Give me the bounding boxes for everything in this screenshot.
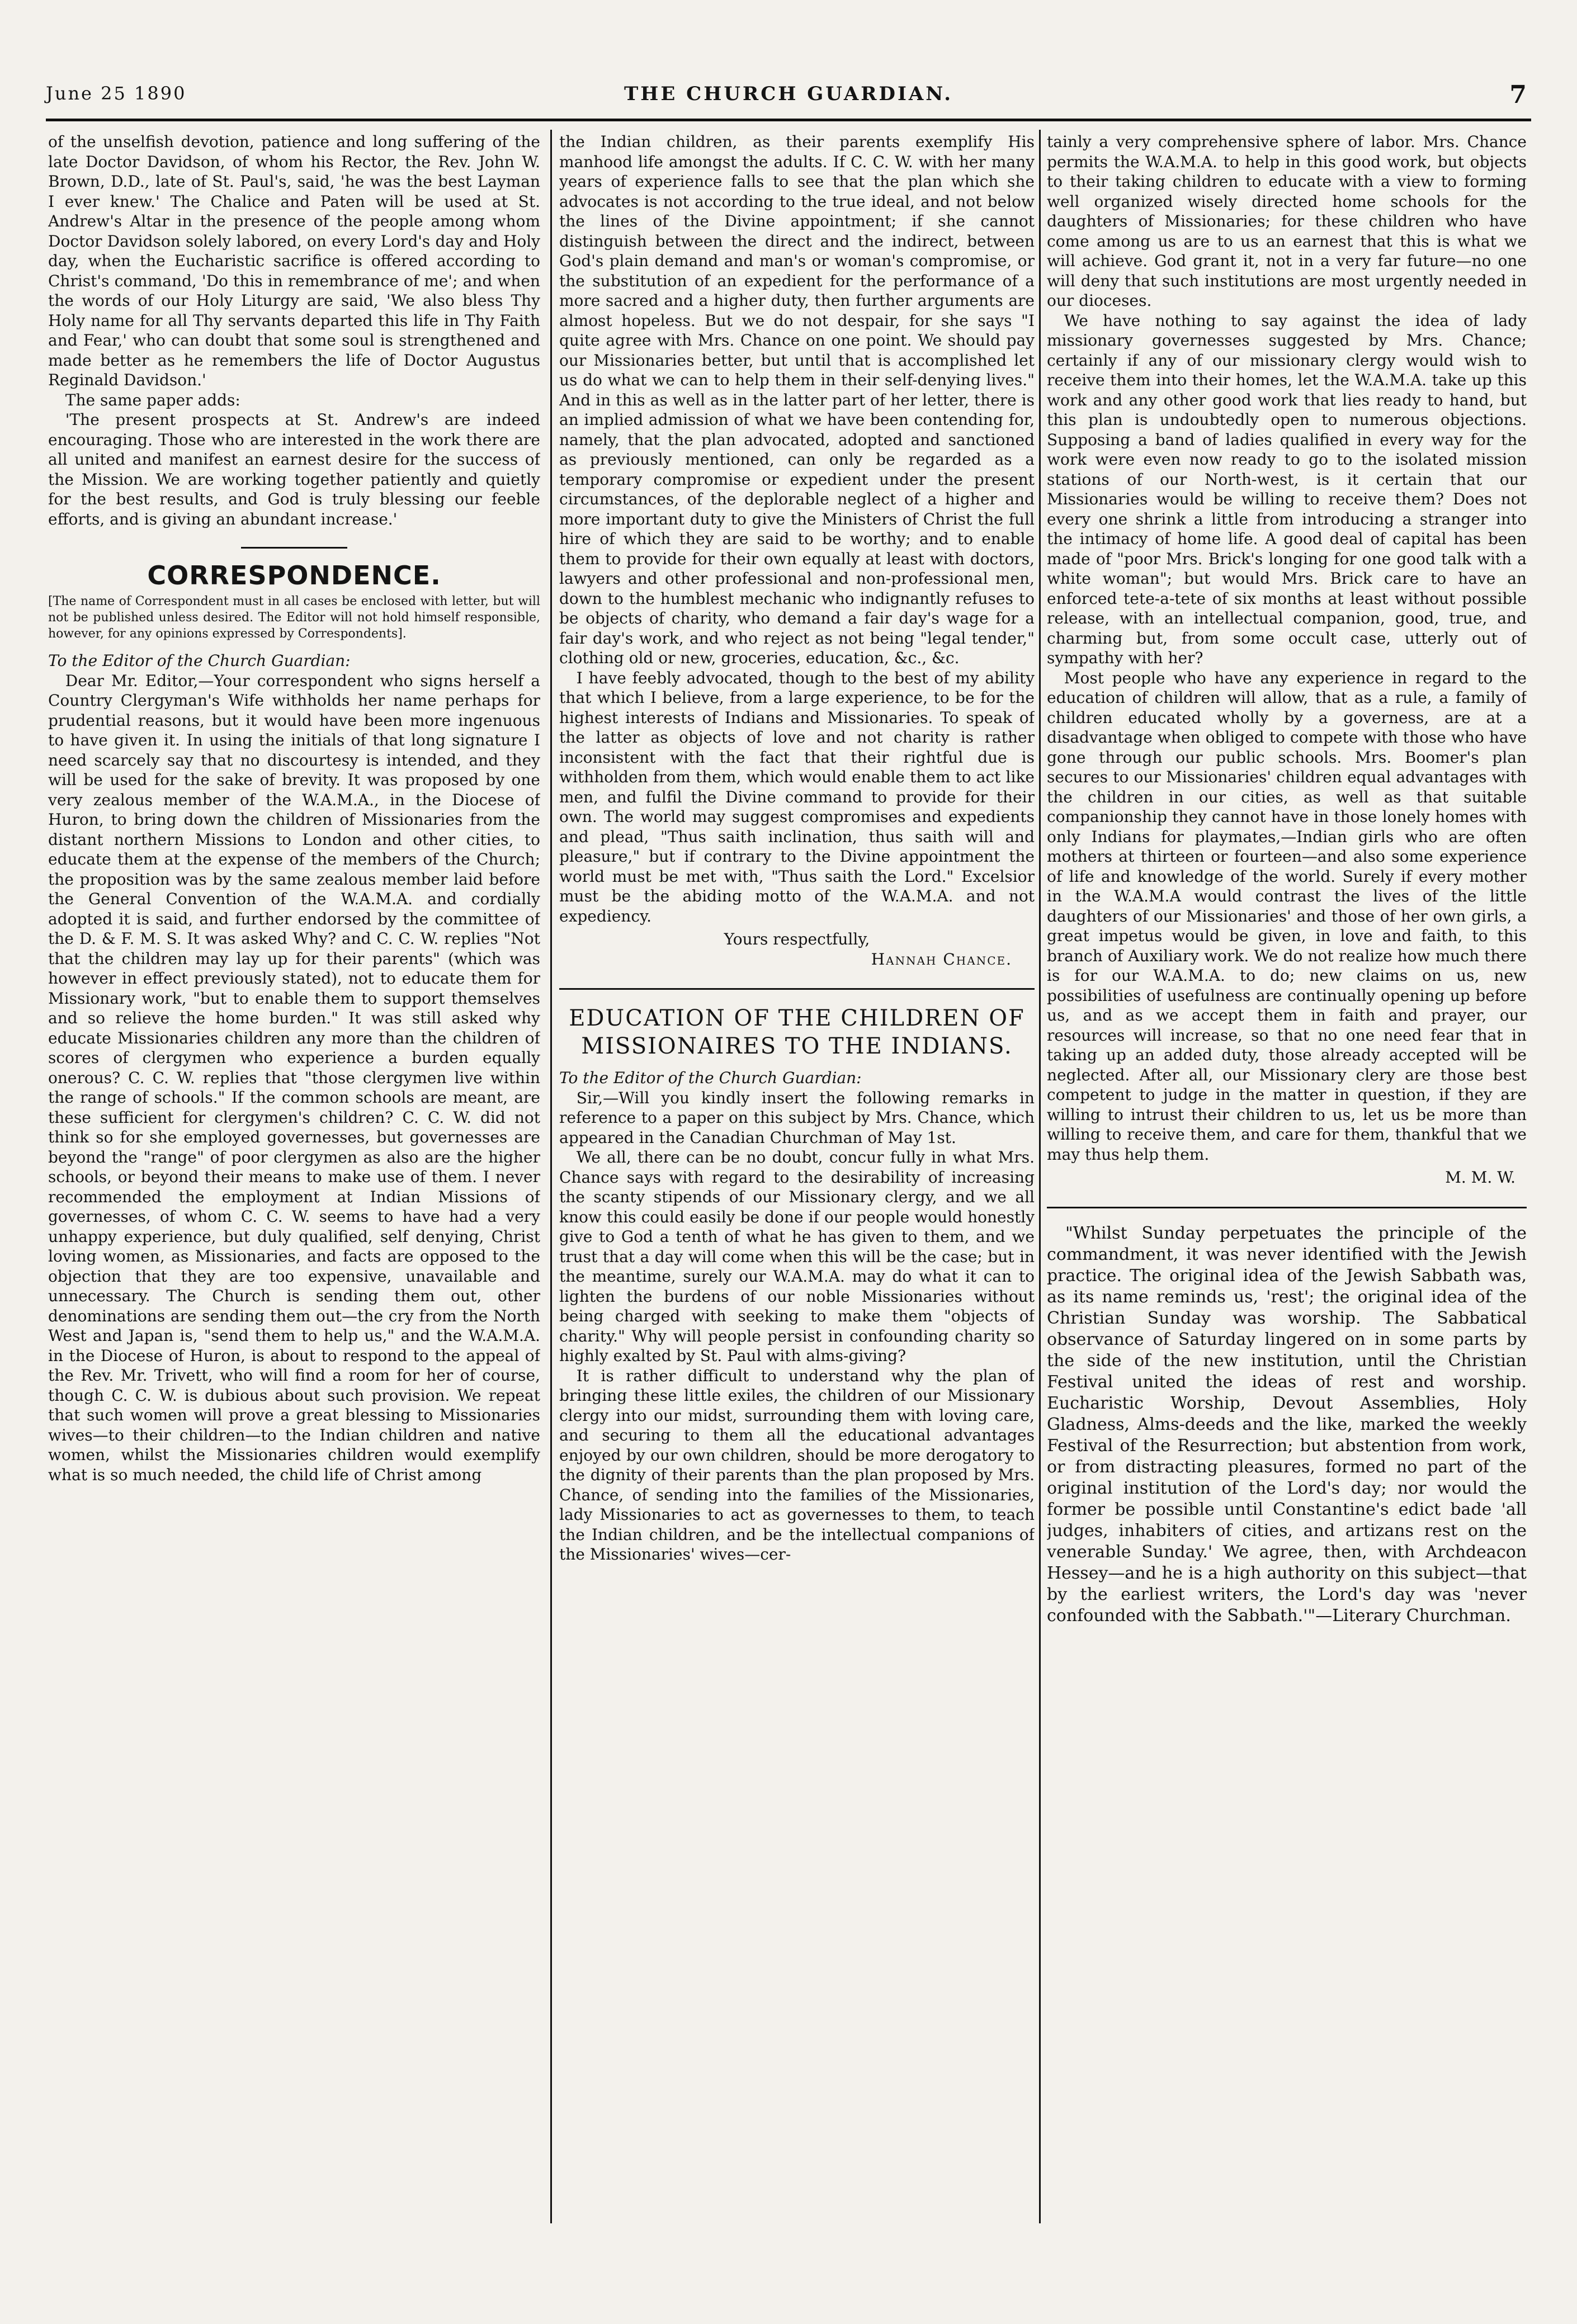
- letter-paragraph: We all, there can be no doubt, concur fully in what Mrs. Chance says with regard to the desirability of increasing the scanty stipends of our Missionary clergy, and we all know this could easily be done if our people would honestly give to God a tenth of what he has given to them, and we trust that a day will come when this will be the case; but in the meantime, surely our W.A.M.A. may do what it can to lighten the burdens of our noble Missionaries without being charged with seeking to make them "objects of charity." Why will people persist in confounding charity so highly exalted by St. Paul with alms-giving?: [559, 1148, 1035, 1365]
- salutation: To the Editor of the Church Guardian:: [559, 1069, 862, 1087]
- letter-paragraph: It is rather difficult to understand why the plan of bringing these little exiles, the children of our Missionary clergy into our midst, surrounding them with loving care, and securing to them all the educational advantages enjoyed by our own children, should be more derogatory to the dignity of their parents than the plan proposed by Mrs. Chance, of sending into the families of the Missionaries, lady Missionaries to act as governesses to them, to teach the Indian children, and be the intellectual companions of the Missionaries' wives—cer-: [559, 1366, 1035, 1563]
- section-title: CORRESPONDENCE.: [147, 560, 441, 591]
- article-heading: EDUCATION OF THE CHILDREN OF MISSIONAIRES TO THE INDIANS.: [569, 1005, 1025, 1059]
- article-paragraph: the Indian children, as their parents exemplify His manhood life amongst the adults. If C. C. W. with her many years of experience falls to see that the plan which she advocates is not according to the true ideal, and not below the lines of the Divine appointment; if she cannot distinguish between the direct and the indirect, between God's plain demand and man's or woman's compromise, or the substitution of an expedient for the performance of a more sacred and a higher duty, then further arguments are almost hopeless. But we do not despair, for she says "I quite agree with Mrs. Chance on one point. We should pay our Missionaries better, but until that is accomplished let us do what we can to help them in their self-denying lives." And in this as well as in the latter part of her letter, there is an implied admission of what we have been contending for, namely, that the plan advocated, adopted and sanctioned as previously mentioned, can only be regarded as a temporary compromise or expedient under the present circumstances, of the deplorable neglect of a higher and more important duty to give the Ministers of Christ the full hire of which they are said to be worthy; and to enable them to provide for their own equally at least with doctors, lawyers and other professional and non-professional men, down to the humblest mechanic who indignantly refuses to be objects of charity, who demand a fair day's wage for a fair day's work, and who reject as not being "legal tender," clothing old or new, groceries, education, &c., &c.: [559, 133, 1035, 667]
- article-paragraph: of the unselfish devotion, patience and long suffering of the late Doctor Davidson, of whom his Rector, the Rev. John W. Brown, D.D., late of St. Paul's, said, 'he was the best Layman I ever knew.' The Chalice and Paten will be used at St. Andrew's Altar in the presence of the people among whom Doctor Davidson solely labored, on every Lord's day and Holy day, when the Eucharistic sacrifice is offered according to Christ's command, 'Do this in remembrance of me'; and when the words of our Holy Liturgy are said, 'We also bless Thy Holy name for all Thy servants departed this life in Thy Faith and Fear,' who can doubt that some soul is strengthened and made better as he remembers the life of Doctor Augustus Reginald Davidson.': [48, 133, 540, 389]
- masthead-title: THE CHURCH GUARDIAN.: [624, 83, 953, 105]
- article-paragraph: Most people who have any experience in regard to the education of children will allow, that as a rule, a family of children educated wholly by a governess, are at a disadvantage when obliged to compete with those who have gone through our public schools. Mrs. Boomer's plan secures to our Missionaries' children equal advantages with the children in our cities, as well as that suitable companionship they cannot have in those lonely homes with only Indians for playmates,—Indian girls who are often mothers at thirteen or fourteen—and also some experience of life and knowledge of the world. Surely if every mother in the W.A.M.A would contrast the lives of the little daughters of our Missionaries' and those of her own girls, a great impetus would be given, in love and faith, to this branch of Auxiliary work. We do not realize how much there is for our W.A.M.A. to do; new claims on us, new possibilities of usefulness are continually opening up before us, and as we accept them in faith and prayer, our resources will increase, so that no one need fear that in taking up an added duty, those already accepted will be neglected. After all, our Missionary clery are those best competent to judge in the matter in question, if they are willing to intrust their children to us, let us be more than willing to receive them, and care for them, thankful that we may thus help them.: [1047, 668, 1527, 1164]
- column-3: [1047, 132, 1527, 2223]
- article-paragraph: I have feebly advocated, though to the best of my ability that which I believe, from a large experience, to be for the highest interests of Indians and Missionaries. To speak of the latter as objects of love and not charity is rather inconsistent with the fact that their rightful due is withholden from them, which would enable them to act like men, and fulfil the Divine command to provide for their own. The world may suggest compromises and expedients and plead, "Thus saith inclination, thus saith will and pleasure," but if contrary to the Divine appointment the world must be met with, "Thus saith the Lord." Excelsior must be the abiding motto of the W.A.M.A. and not expediency.: [559, 668, 1035, 925]
- editor-note: [The name of Correspondent must in all cases be enclosed with letter, but will not be published unless desired. The Editor will not hold himself responsible, however, for any opinions expressed by Correspondents].: [48, 594, 540, 641]
- letter-closing: Yours respectfully,: [724, 930, 870, 948]
- article-separator: [1047, 1207, 1527, 1208]
- letter-signature: M. M. W.: [1445, 1168, 1515, 1187]
- article-paragraph: We have nothing to say against the idea of lady missionary governesses suggested by Mrs. Chance; certainly if any of our missionary clergy would wish to receive them into their homes, let the W.A.M.A. take up this work and any other good work that lies ready to hand, but this plan is undoubtedly open to numerous objections. Supposing a band of ladies qualified in every way for the work were even now ready to go to the isolated mission stations of our North-west, is it certain that our Missionaries would be willing to receive them? Does not every one shrink a little from introducing a stranger into the intimacy of home life. A good deal of capital has been made of "poor Mrs. Brick's longing for one good talk with a white woman"; but would Mrs. Brick care to have an enforced tete-a-tete of six months at least without possible release, with an intellectual companion, good, true, and charming but, from some occult case, utterly out of sympathy with her?: [1047, 311, 1527, 667]
- article-paragraph: tainly a very comprehensive sphere of labor. Mrs. Chance permits the W.A.M.A. to help in this good work, but objects to their taking children to educate with a view to forming well organized wisely directed home schools for the daughters of Missionaries; for these children who have come among us are to us an earnest that this is what we will achieve. God grant it, not in a very far future—no one will deny that such institutions are most urgently needed in our dioceses.: [1047, 133, 1527, 310]
- letter-paragraph: Sir,—Will you kindly insert the following remarks in reference to a paper on this subject by Mrs. Chance, which appeared in the Canadian Churchman of May 1st.: [559, 1088, 1035, 1147]
- article-paragraph: 'The present prospects at St. Andrew's are indeed encouraging. Those who are interested in the work there are all united and manifest an earnest desire for the success of the Mission. We are working together patiently and quietly for the best results, and God is truly blessing our feeble efforts, and is giving an abundant increase.': [48, 410, 540, 528]
- article-separator: [559, 988, 1035, 990]
- column-2: [559, 132, 1035, 2223]
- column-rule: [550, 130, 552, 2223]
- ornamental-rule: [48, 533, 540, 554]
- page-header: [46, 83, 1531, 122]
- header-rule: [46, 119, 1531, 121]
- column-rule: [1039, 130, 1041, 2223]
- page-number: 7: [1509, 81, 1527, 109]
- column-1: [48, 132, 540, 2223]
- letter-signature: Hannah Chance.: [871, 950, 1012, 969]
- issue-date: June 25 1890: [46, 83, 187, 104]
- letter-paragraph: Dear Mr. Editor,—Your correspondent who signs herself a Country Clergyman's Wife withholds her name perhaps for prudential reasons, but it would have been more ingenuous to have given it. In using the initials of that long signature I need scarcely say that no discourtesy is intended, and they will be used for the sake of brevity. It was proposed by one very zealous member of the W.A.M.A., in the Diocese of Huron, to bring down the children of Missionaries from the distant northern Missions to London and other cities, to educate them at the expense of the members of the Church; the proposition was by the same zealous member laid before the General Convention of the W.A.M.A. and cordially adopted it is said, and further endorsed by the committee of the D. & F. M. S. It was asked Why? and C. C. W. replies "Not that the children may lay up for their parents" (which was however in effect previously stated), not to educate them for Missionary work, "but to enable them to support themselves and so relieve the home burden." It was still asked why educate Missionaries children any more than the children of scores of clergymen who experience a burden equally onerous? C. C. W. replies that "those clergymen live within the range of schools." If the common schools are meant, are these sufficient for clergymen's children? C. C. W. did not think so for she employed governesses, but governesses are beyond the "range" of poor clergymen as also are the higher schools, or beyond their means to make use of them. I never recommended the employment at Indian Missions of governesses, of whom C. C. W. seems to have had a very unhappy experience, but duly qualified, self denying, Christ loving women, as Missionaries, and facts are opposed to the objection that they are too expensive, unavailable and unnecessary. The Church is sending them out, other denominations are sending them out—the cry from the North West and Japan is, "send them to help us," and the W.A.M.A. in the Diocese of Huron, is about to respond to the appeal of the Rev. Mr. Trivett, who will find a room for her of course, though C. C. W. is dubious about such provision. We repeat that such women will prove a great blessing to Missionaries wives—to their children—to the Indian children and native women, whilst the Missionaries children would exemplify what is so much needed, the child life of Christ among: [48, 671, 540, 1484]
- salutation: To the Editor of the Church Guardian:: [48, 651, 351, 670]
- quotation: "Whilst Sunday perpetuates the principle of the commandment, it was never identified with the Jewish practice. The original idea of the Jewish Sabbath was, as its name reminds us, 'rest'; the original idea of the Christian Sunday was worship. The Sabbatical observance of Saturday lingered on in some parts by the side of the new institution, until the Christian Festival united the ideas of rest and worship. Eucharistic Worship, Devout Assemblies, Holy Gladness, Alms-deeds and the like, marked the weekly Festival of the Resurrection; but abstention from work, or from distracting pleasures, formed no part of the original institution of the Lord's day; nor would the former be possible until Constantine's edict bade 'all judges, inhabiters of cities, and artizans rest on the venerable Sunday.' We agree, then, with Archdeacon Hessey—and he is a high authority on this subject—that by the earliest writers, the Lord's day was 'never confounded with the Sabbath.'"—Literary Churchman.: [1047, 1223, 1527, 1626]
- article-paragraph: The same paper adds:: [65, 390, 240, 409]
